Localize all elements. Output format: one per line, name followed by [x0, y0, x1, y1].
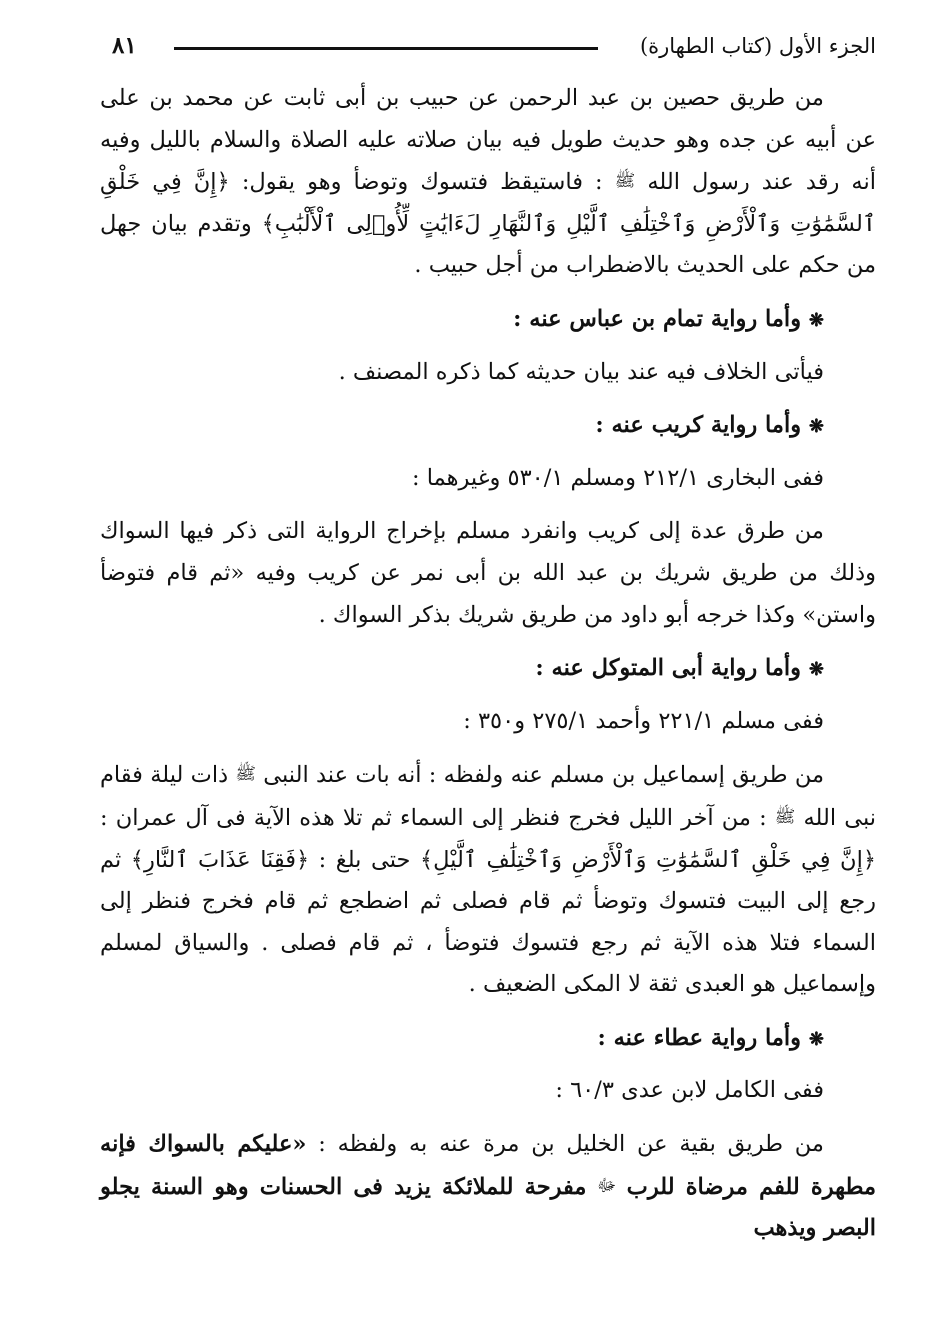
paragraph-text: : من آخر الليل فخرج فنظر إلى السماء ثم تلا هذه الآية فى آل عمران : — [100, 804, 767, 831]
paragraph-text: ذات ليلة فقام نبى الله — [100, 762, 877, 831]
heading-text: وأما رواية عطاء عنه : — [597, 1024, 802, 1051]
paragraph-text: من طريق إسماعيل بن مسلم عنه ولفظه : أنه بات عند النبى — [263, 762, 824, 789]
hadith-quote: «عليكم بالسواك فإنه مطهرة للفم مرضاة للرب — [100, 1131, 876, 1200]
reference-text: ففى البخارى ٢١٢/١ ومسلم ٥٣٠/١ وغيرهما : — [412, 464, 824, 491]
bullet-star: ❋ — [808, 309, 824, 331]
paragraph-text: من طريق حصين بن عبد الرحمن عن حبيب بن أبى ثابت عن محمد بن على عن أبيه عن جده وهو حديث طويل فيه بيان صلاته عليه الصلاة والسلام بالليل وفيه أنه رقد عند رسول الله — [100, 85, 876, 196]
section-heading-tamam — [100, 299, 876, 342]
paragraph-text: ثم رجع إلى البيت فتسوك وتوضأ ثم قام فصلى ثم اضطجع ثم قام فخرج فنظر إلى السماء فتلا هذه الآية ثم رجع فتسوك فتوضأ ، ثم قام فصلى . والسياق لمسلم وإسماعيل هو العبدى ثقة لا المكى الضعيف . — [100, 846, 876, 998]
hadith-quote: مفرحة للملائكة يزيد فى الحسنات وهو السنة يجلو البصر ويذهب — [100, 1173, 876, 1242]
paragraph-text: وتقدم بيان جهل من حكم على الحديث بالاضطراب من أجل حبيب . — [100, 210, 876, 279]
page-body — [100, 78, 876, 1250]
section-heading-abu-mutawakkil — [100, 648, 876, 691]
paragraph-text: حتى بلغ : — [318, 846, 411, 873]
paragraph-text: فيأتى الخلاف فيه عند بيان حديثه كما ذكره المصنف . — [338, 358, 824, 385]
paragraph-kurayb — [100, 511, 876, 636]
pbuh-honorific: ﷺ — [235, 764, 256, 785]
page-number: ٨١ — [112, 32, 137, 59]
header-rule — [174, 47, 598, 50]
bullet-star: ❋ — [808, 1028, 824, 1050]
heading-text: وأما رواية كريب عنه : — [595, 412, 802, 439]
quran-verse: ﴿إِنَّ فِي خَلْقِ ٱلسَّمَٰوَٰتِ وَٱلْأَرْضِ وَٱخْتِلَٰفِ ٱلَّيْلِ﴾ — [419, 846, 877, 873]
paragraph-abu-mutawakkil — [100, 754, 876, 1006]
reference-text: ففى مسلم ٢٢١/١ وأحمد ٢٧٥/١ و٣٥٠ : — [463, 707, 824, 734]
paragraph-husayn-chain — [100, 78, 876, 287]
paragraph-text: من طرق عدة إلى كريب وانفرد مسلم بإخراج الرواية التى ذكر فيها السواك وذلك من طريق شريك بن عبد الله بن أبى نمر عن كريب وفيه «ثم قام فتوضأ واستن» وكذا خرجه أبو داود من طريق شريك بذكر السواك . — [100, 518, 876, 628]
paragraph-ata — [100, 1124, 876, 1250]
quran-verse: ﴿فَقِنَا عَذَابَ ٱلنَّارِ﴾ — [130, 846, 310, 873]
paragraph-text: : فاستيقظ فتسوك وتوضأ وهو يقول: — [241, 169, 603, 196]
paragraph-text: من طريق بقية عن الخليل بن مرة عنه به ولفظه : — [318, 1131, 824, 1158]
source-reference-kurayb — [100, 458, 876, 500]
section-heading-ata — [100, 1018, 876, 1061]
running-header — [112, 30, 876, 66]
jalla-honorific: ﷻ — [596, 1175, 617, 1196]
pbuh-honorific: ﷺ — [774, 806, 796, 827]
paragraph-tamam — [100, 352, 876, 394]
source-reference-abu-mutawakkil — [100, 701, 876, 743]
pbuh-honorific: ﷺ — [614, 171, 636, 192]
heading-text: وأما رواية أبى المتوكل عنه : — [535, 655, 802, 682]
bullet-star: ❋ — [808, 416, 824, 438]
section-heading-kurayb — [100, 405, 876, 448]
heading-text: وأما رواية تمام بن عباس عنه : — [513, 305, 802, 332]
bullet-star: ❋ — [808, 659, 824, 681]
header-title: الجزء الأول (كتاب الطهارة) — [639, 34, 876, 58]
source-reference-ata — [100, 1070, 876, 1112]
reference-text: ففى الكامل لابن عدى ٦٠/٣ : — [555, 1077, 824, 1104]
quran-verse: ﴿إِنَّ فِي خَلْقِ ٱلسَّمَٰوَٰتِ وَٱلْأَرْضِ وَٱخْتِلَٰفِ ٱلَّيْلِ وَٱلنَّهَارِ لَءَايَٰتٍ لِّأُو۟لِى ٱلْأَلْبَٰبِ﴾ — [100, 169, 876, 237]
